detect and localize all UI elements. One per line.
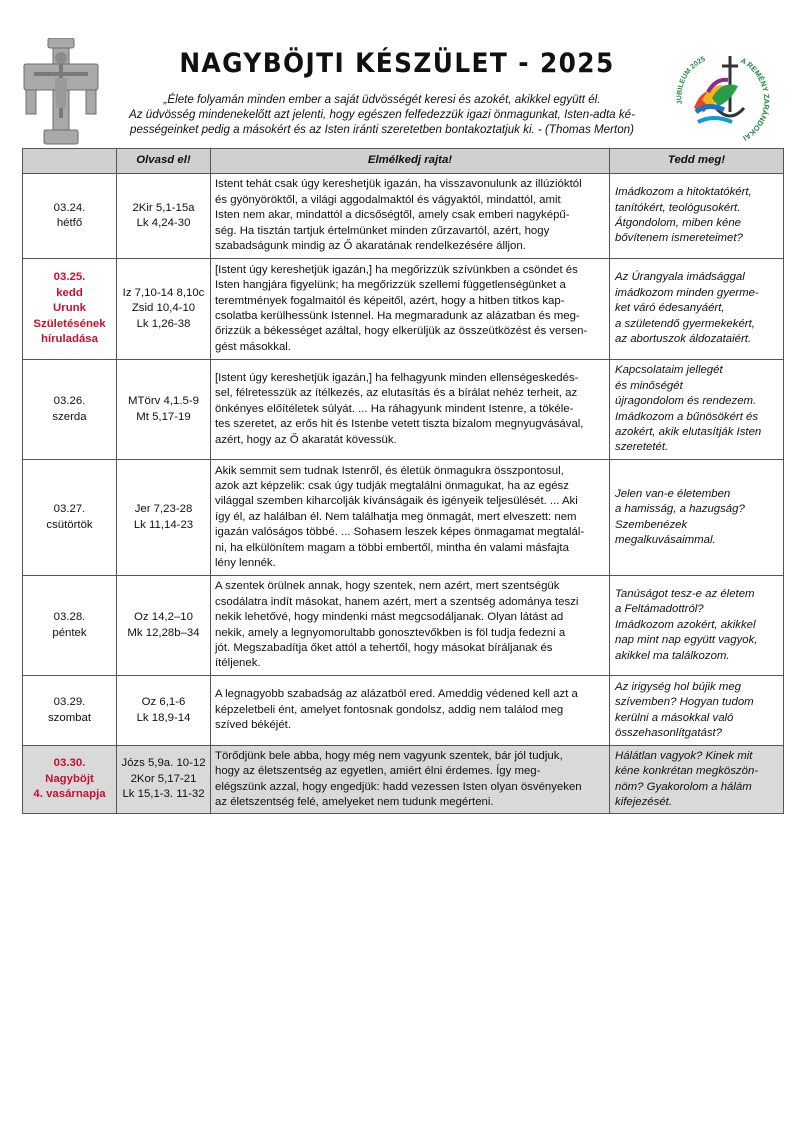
meditation-line: világgal szemben kiharcolják kívánságaik és igényeik teljesülését. ... Aki: [215, 495, 578, 508]
readings-cell: [117, 259, 211, 360]
meditation-line: elégszünk azzal, hogy engedjük: hadd vezessen Isten olyan ösvényeken: [215, 780, 582, 793]
action-cell: [610, 746, 784, 814]
date-line: hétfő: [56, 217, 83, 229]
readings-cell: [117, 460, 211, 576]
action-line: azokért, akik elutasítják Isten: [615, 425, 762, 438]
table-row: [23, 259, 784, 360]
lent-schedule-table: [22, 148, 784, 814]
action-line: tanítókért, teológusokért.: [615, 201, 741, 214]
meditation-line: Törődjünk bele abba, hogy még nem vagyunk szentek, bár jól tudjuk,: [215, 749, 563, 762]
action-line: és minőségét: [615, 379, 683, 392]
day-cell: [23, 174, 117, 259]
action-line: Imádkozom azokért, akikkel: [615, 618, 756, 631]
action-line: akikkel ma találkozom.: [615, 649, 730, 662]
meditation-line: ítéljenek.: [215, 657, 261, 670]
table-header-row: [23, 149, 784, 174]
meditation-line: azért, hogy az Ő akaratát kövessük.: [215, 433, 397, 446]
reading: Lk 1,26-38: [136, 317, 191, 330]
meditation-line: szabadságunk mindig az Ő akaratának rendelkezésére álljon.: [215, 240, 526, 253]
table-row: [23, 676, 784, 746]
day-cell: [23, 746, 117, 814]
action-line: szeretetét.: [615, 441, 669, 454]
meditation-line: csolatba kerülhessünk Istennel. Ha megmaradunk az alázatban és meg-: [215, 310, 580, 322]
reading: Jer 7,23-28: [134, 503, 193, 516]
meditation-line: hogy az életszentség az egyetlen, amiért élni érdemes. Így meg-: [215, 765, 541, 778]
action-line: Átgondolom, miben kéne: [615, 217, 742, 229]
date-line: kedd: [56, 286, 83, 299]
action-line: nöm? Gyakorolom a hálám: [615, 780, 752, 793]
meditation-line: ség. Ha tisztán tartjuk értelmünket minden zűrzavartól, azért, hogy: [215, 224, 550, 237]
action-line: Az irigység hol bújik meg: [615, 680, 741, 693]
meditation-cell: [211, 676, 610, 746]
action-cell: [610, 576, 784, 676]
meditation-line: gést másokkal.: [215, 340, 291, 353]
date-line: szombat: [47, 711, 92, 724]
quote-line: Az üdvösség mindenekelőtt azt jelenti, hogy egészen felfedezzük igazi önmagunkat, Isten-adta ké-: [129, 108, 635, 121]
date-line: 03.30.: [53, 757, 86, 770]
meditation-line: sel, félretesszük az ítélkezés, az elutasítás és a bírálat nehéz terheit, az: [215, 387, 578, 400]
meditation-line: jót. Megszabadítja őket attól a tehertől, hogy másokat bíráljanak és: [215, 641, 553, 654]
meditation-cell: [211, 259, 610, 360]
san-damiano-crucifix-icon: [22, 38, 100, 146]
meditation-cell: [211, 360, 610, 460]
meditation-line: Isten nem akar, mindattól a dicsőségtől, amely csak emberi nagyképű-: [215, 209, 570, 222]
meditation-line: Akik semmit sem tudnak Istenről, és életük önmagukra összpontosul,: [215, 464, 564, 477]
reading: Lk 11,14-23: [133, 518, 194, 531]
action-cell: [610, 676, 784, 746]
reading: Oz 14,2–10: [134, 611, 193, 624]
action-line: Kapcsolataim jellegét: [615, 364, 723, 377]
meditation-line: A szentek örülnek annak, hogy szentek, nem azért, mert szentségük: [215, 580, 560, 593]
action-line: Tanúságot tesz-e az életem: [615, 587, 755, 600]
quote-line: pességeinket pedig a másokért és az Isten iránti szeretetben bontakoztatjuk ki. - (Thomas Merton): [130, 123, 634, 136]
reading: Iz 7,10-14 8,10c: [122, 286, 205, 299]
action-line: Az Úrangyala imádsággal: [615, 271, 745, 284]
date-line: 4. vasárnapja: [33, 788, 106, 801]
action-line: az abortuszok áldozataiért.: [615, 333, 752, 346]
reading: Lk 15,1-3. 11-32: [122, 788, 205, 801]
header-readings: Olvasd el!: [117, 149, 211, 174]
date-line: Nagyböjt: [45, 772, 94, 785]
meditation-line: képzeletbeli ént, amelyet fontosnak gondolsz, addig nem találod meg: [215, 703, 564, 716]
readings-cell: [117, 746, 211, 814]
action-line: kifejezését.: [615, 795, 672, 808]
readings-cell: [117, 576, 211, 676]
meditation-line: nekik lehetővé, hogy mindenki mást megcsodáljanak. Olyan látást ad: [215, 611, 564, 624]
reading: MTörv 4,1.5-9: [128, 395, 199, 408]
table-row: [23, 746, 784, 814]
svg-text:A REMÉNY ZARÁNDOKAI: [739, 56, 771, 143]
action-line: Szembenézek: [615, 518, 688, 531]
action-line: a születendő gyermekekért,: [615, 317, 755, 330]
action-line: újragondolom és rendezem.: [615, 395, 757, 408]
meditation-line: csodálatra indít másokat, hanem azért, mert a szentség adománya teszi: [215, 595, 579, 608]
action-cell: [610, 360, 784, 460]
meditation-line: őrizzük a békességet azáltal, hogy elkerüljük az összeütközést és versen-: [215, 325, 588, 338]
meditation-line: szíved békéjét.: [215, 719, 291, 732]
date-line: Születésének: [33, 317, 106, 330]
action-line: Jelen van-e életemben: [615, 487, 731, 500]
reading: Zsid 10,4-10: [131, 302, 196, 315]
quote-line: „Élete folyamán minden ember a saját üdvösségét keresi és azokét, akikkel együtt él.: [163, 93, 601, 106]
meditation-line: tes szeretet, az erős hit és Istenbe vetett tiszta bizalom megnyugvásával,: [215, 418, 584, 431]
meditation-line: lény lennék.: [215, 557, 276, 570]
action-line: Hálátlan vagyok? Kinek mit: [615, 749, 753, 762]
action-line: a Feltámadottról?: [615, 603, 704, 616]
date-line: 03.28.: [53, 611, 86, 624]
table-row: [23, 576, 784, 676]
meditation-line: Istent tehát csak úgy kereshetjük igazán, ha visszavonulunk az illúzióktól: [215, 178, 582, 191]
readings-cell: [117, 360, 211, 460]
date-line: 03.29.: [53, 696, 86, 709]
table-row: [23, 174, 784, 259]
page-header: [0, 0, 794, 148]
date-line: híruladása: [41, 333, 98, 346]
readings-cell: [117, 676, 211, 746]
action-line: ket váró édesanyáért,: [615, 302, 725, 315]
action-line: a hamisság, a hazugság?: [615, 503, 745, 516]
action-line: összehasonlítgatást?: [615, 726, 723, 739]
day-cell: [23, 259, 117, 360]
table-row: [23, 360, 784, 460]
action-line: Imádkozom a hitoktatókért,: [615, 186, 752, 199]
readings-cell: [117, 174, 211, 259]
day-cell: [23, 676, 117, 746]
date-line: Urunk: [53, 302, 86, 315]
table-row: [23, 460, 784, 576]
action-line: bővítenem ismereteimet?: [615, 232, 743, 245]
action-line: kerülni a másokkal való: [615, 711, 734, 724]
header-action: Tedd meg!: [610, 149, 784, 174]
date-line: 03.26.: [53, 395, 86, 408]
page-title: NAGYBÖJTI KÉSZÜLET - 2025: [179, 48, 615, 79]
meditation-cell: [211, 460, 610, 576]
meditation-line: így él, az halálban él. Nem találhatja meg önmagát, mert elveszett: nem: [215, 510, 577, 523]
action-line: nap mint nap együtt vagyok,: [615, 634, 758, 647]
reading: 2Kor 5,17-21: [130, 772, 197, 785]
action-cell: [610, 460, 784, 576]
logo-text-top: JUBILEUM 2025: [676, 55, 707, 105]
meditation-cell: [211, 746, 610, 814]
reading: 2Kir 5,1-15a: [132, 201, 195, 214]
action-line: imádkozom minden gyerme-: [615, 286, 759, 299]
date-line: szerda: [52, 410, 87, 423]
meditation-line: és gyönyöröktől, a világi aggodalmaktól és vágyaktól, mindattól, amit: [215, 193, 561, 206]
date-line: 03.27.: [53, 503, 86, 516]
meditation-line: Isten hangjára figyelünk; ha megőrizzük szellemi függetlenségünket a: [215, 279, 566, 292]
reading: Mk 12,28b–34: [127, 626, 200, 639]
action-cell: [610, 174, 784, 259]
meditation-cell: [211, 576, 610, 676]
day-cell: [23, 360, 117, 460]
day-cell: [23, 460, 117, 576]
reading: Oz 6,1-6: [141, 696, 186, 709]
action-line: Imádkozom a bűnösökért és: [615, 410, 759, 423]
jubilee-2025-logo: [668, 42, 776, 150]
logo-text-bottom: A REMÉNY ZARÁNDOKAI: [739, 55, 772, 143]
action-line: megalkuvásaimmal.: [615, 533, 716, 546]
reading: Lk 18,9-14: [136, 711, 191, 724]
header-meditation: Elmélkedj rajta!: [211, 149, 610, 174]
action-cell: [610, 259, 784, 360]
action-line: kéne konkrétan megköszön-: [615, 765, 759, 778]
meditation-line: ni, ha elkülönítem magam a többi embertől, mintha én valami másfajta: [215, 541, 569, 554]
date-line: 03.24.: [53, 201, 86, 214]
header-date: [23, 149, 117, 174]
reading: Józs 5,9a. 10-12: [121, 757, 206, 770]
date-line: péntek: [52, 626, 87, 639]
meditation-line: [Istent úgy kereshetjük igazán,] ha megőrizzük szívünkben a csöndet és: [215, 263, 578, 276]
meditation-cell: [211, 174, 610, 259]
day-cell: [23, 576, 117, 676]
date-line: csütörtök: [46, 518, 93, 531]
meditation-line: [Istent úgy kereshetjük igazán,] ha felhagyunk minden ellenségeskedés-: [215, 371, 579, 384]
intro-quote: [104, 92, 660, 137]
meditation-line: azok azt képzelik: csak úgy tudják megtalálni önmagukat, ha az egész: [215, 479, 569, 492]
meditation-line: nekik, amely a legnyomorultabb gonosztevőkben is föl tudja fedezni a: [215, 626, 566, 639]
action-line: szívemben? Hogyan tudom: [615, 696, 754, 709]
reading: Mt 5,17-19: [136, 410, 191, 423]
meditation-line: igazán valóságos többé. ... Sohasem leszek képes önmagamat megtalál-: [215, 526, 585, 539]
meditation-line: az életszentség felé, amelyeket nem tudunk megérteni.: [215, 795, 494, 808]
meditation-line: A legnagyobb szabadság az alázatból ered. Ameddig védened kell azt a: [215, 688, 578, 701]
date-line: 03.25.: [53, 271, 86, 284]
meditation-line: önkényes előítéletek súlyát. ... Ha ráhagyunk mindent Istenre, a tökéle-: [215, 402, 574, 415]
meditation-line: teremtmények fogalmaitól és képeitől, azért, hogy a hitben titkos kap-: [215, 294, 565, 307]
reading: Lk 4,24-30: [136, 217, 191, 229]
